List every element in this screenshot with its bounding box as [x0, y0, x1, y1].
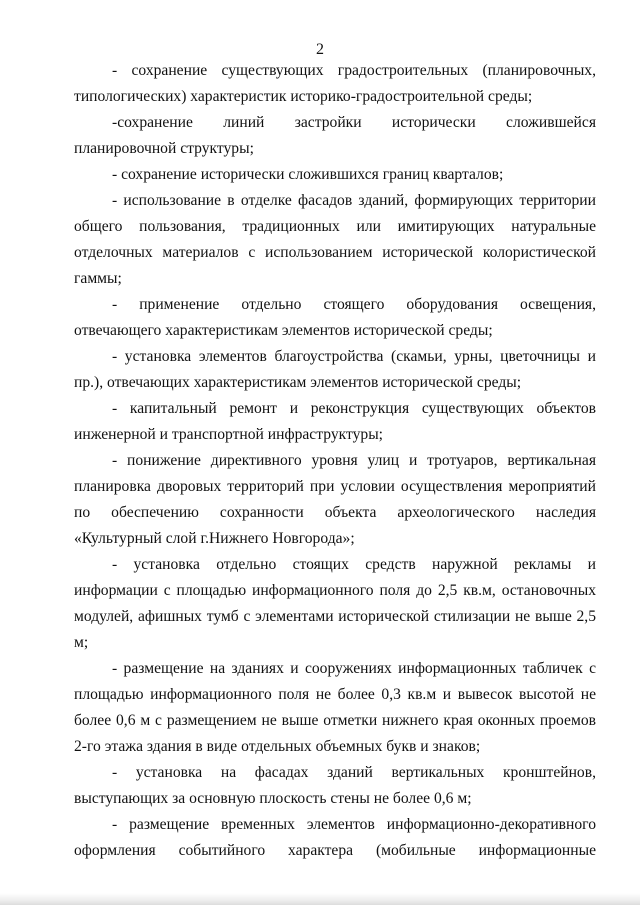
- paragraph: - размещение на зданиях и сооружениях информационных табличек с площадью информационного поля не более 0,3 кв.м и вывесок высотой не более 0,6 м с размещением не выше отметки нижнего края оконных проемов 2-го этажа здания в виде отдельных объемных букв и знаков;: [74, 660, 596, 755]
- paragraph: - капитальный ремонт и реконструкция существующих объектов инженерной и транспортной инфраструктуры;: [74, 400, 596, 443]
- scan-edge: [0, 893, 640, 905]
- paragraph: - сохранение исторически сложившихся границ кварталов;: [112, 166, 504, 183]
- paragraph: - размещение временных элементов информационно-декоративного оформления событийного характера (мобильные информационные: [74, 816, 596, 859]
- paragraph: -сохранение линий застройки исторически сложившейся планировочной структуры;: [74, 114, 596, 157]
- paragraph: - установка элементов благоустройства (скамьи, урны, цветочницы и пр.), отвечающих характеристикам элементов исторической среды;: [74, 348, 596, 391]
- page-number: 2: [316, 41, 324, 58]
- document-body: [74, 58, 596, 864]
- paragraph: - использование в отделке фасадов зданий, формирующих территории общего пользования, традиционных или имитирующих натуральные отделочных материалов с использованием исторической колористической гаммы;: [74, 192, 596, 287]
- paragraph: - применение отдельно стоящего оборудования освещения, отвечающего характеристикам элементов исторической среды;: [74, 296, 596, 339]
- paragraph: - сохранение существующих градостроительных (планировочных, типологических) характеристик историко-градостроительной среды;: [74, 62, 596, 105]
- paragraph: - понижение директивного уровня улиц и тротуаров, вертикальная планировка дворовых территорий при условии осуществления мероприятий по обеспечению сохранности объекта археологического наследия «Культурный слой г.Нижнего Новгорода»;: [74, 452, 596, 547]
- paragraph: - установка на фасадах зданий вертикальных кронштейнов, выступающих за основную плоскость стены не более 0,6 м;: [74, 764, 596, 807]
- paragraph: - установка отдельно стоящих средств наружной рекламы и информации с площадью информационного поля до 2,5 кв.м, остановочных модулей, афишных тумб с элементами исторической стилизации не выше 2,5 м;: [74, 556, 596, 651]
